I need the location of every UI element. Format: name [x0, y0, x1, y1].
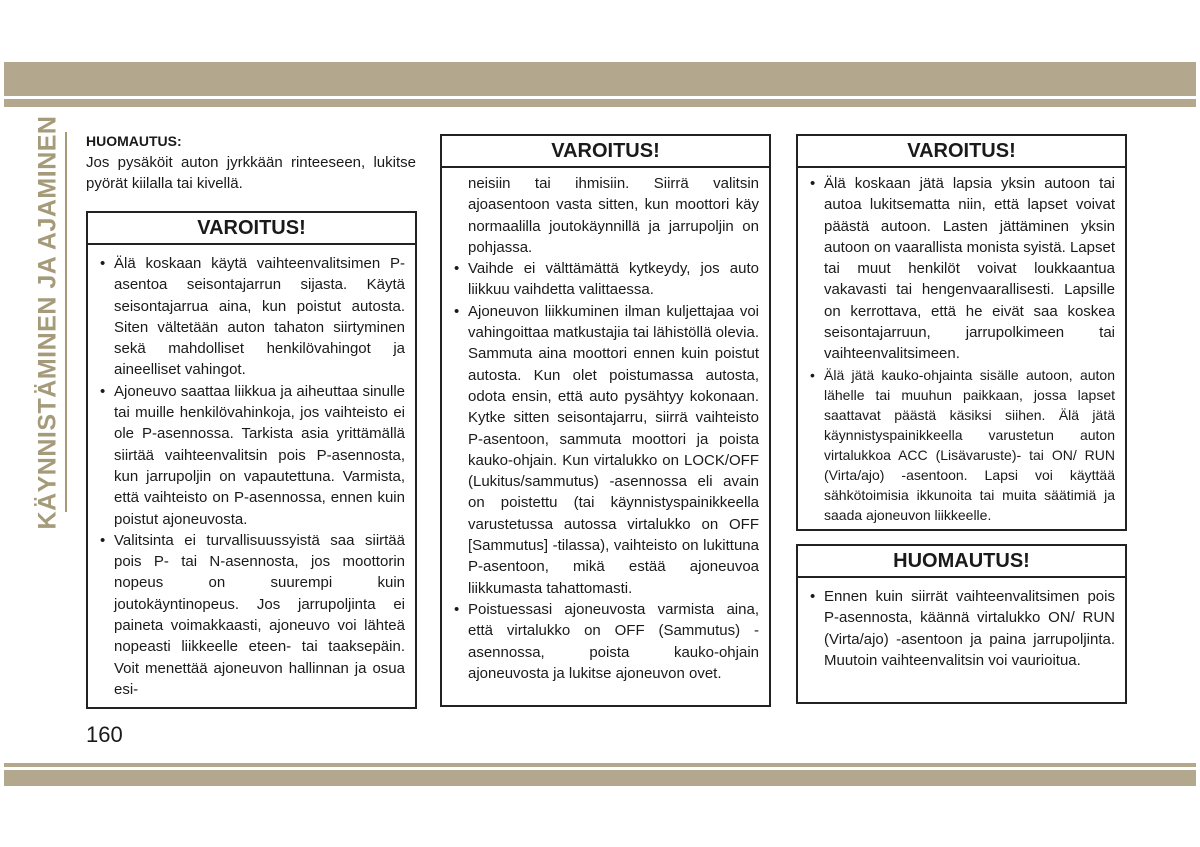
page-number: 160	[86, 722, 123, 747]
note-title: HUOMAUTUS:	[86, 133, 182, 149]
warning-box-2	[440, 134, 771, 707]
warning-box-3	[796, 134, 1127, 531]
warning-item: • Älä jätä kauko-ohjainta sisälle autoon, auton lähelle tai muuhun paikkaan, jossa lapset saattavat päästä käsiksi siihen. Älä jätä käynnistyspainikkeella varustetun auton virtalukkoa ACC (Lisävaruste)- tai ON/ RUN (Virta/ajo) -asentoon. Lapsi voi käyttää sähkötoimisia ikkunoita tai muita säätimiä ja saada ajoneuvon liikkeelle.	[808, 365, 1115, 525]
warning-item: • Ajoneuvon liikkuminen ilman kuljettajaa voi vahingoittaa matkustajia tai lähistöllä olevia. Sammuta aina moottori ennen kuin poistut autosta. Kun olet poistumassa autosta, odota ensin, että auto pysähtyy kokonaan. Kytke sitten seisontajarru, siirrä vaihteisto P-asentoon, sammuta moottori ja poista kauko-ohjain. Kun virtalukko on LOCK/OFF (Lukitus/sammutus) -asennossa eli avain on poistettu (tai käynnistyspainikkeella varustetussa autossa virtalukko on OFF [Sammutus] -tilassa), vaihteisto on lukittuna P-asentoon, mikä estää ajoneuvoa liikkumasta tahattomasti.	[452, 301, 759, 599]
header-band	[4, 62, 1196, 96]
warning-title: VAROITUS!	[442, 136, 769, 168]
warning-continuation: neisiin tai ihmisiin. Siirrä valitsin ajoasentoon vasta sitten, kun moottori käy normaalilla joutokäynnillä ja jarrupoljin on pohjassa.	[468, 175, 759, 256]
note-block	[86, 131, 416, 194]
warning-item: • Älä koskaan käytä vaihteenvalitsimen P-asentoa seisontajarrun sijasta. Käytä seisontajarrua aina, kun poistut autosta. Siten vältetään auton tahaton siirtyminen sekä mahdolliset henkilövahingot ja aineelliset vahingot.	[98, 253, 405, 381]
notice-title: HUOMAUTUS!	[798, 546, 1125, 578]
chapter-title-vertical	[32, 115, 64, 529]
warning-item: • Valitsinta ei turvallisuussyistä saa siirtää pois P- tai N-asennosta, jos moottorin nopeus on suurempi kuin joutokäyntinopeus. Jos jarrupoljinta ei paineta voimakkaasti, ajoneuvo voi lähteä nopeasti liikkeelle eteen- tai taaksepäin. Voit menettää ajoneuvon hallinnan ja osua esi-	[98, 530, 405, 700]
footer-band	[4, 770, 1196, 786]
notice-box	[796, 544, 1127, 704]
chapter-divider	[65, 132, 67, 512]
warning-item: • Poistuessasi ajoneuvosta varmista aina, että virtalukko on OFF (Sammutus) -asennossa, poista kauko-ohjain ajoneuvosta ja lukitse ajoneuvon ovet.	[452, 599, 759, 684]
warning-title: VAROITUS!	[798, 136, 1125, 168]
note-text: Jos pysäköit auton jyrkkään rinteeseen, lukitse pyörät kiilalla tai kivellä.	[86, 154, 416, 192]
warning-item: • Vaihde ei välttämättä kytkeydy, jos auto liikkuu vaihdetta valittaessa.	[452, 258, 759, 301]
footer-line	[4, 763, 1196, 767]
warning-item: • Älä koskaan jätä lapsia yksin autoon tai autoa lukitsematta niin, että lapset voivat päästä autoon. Lasten jättäminen yksin autoon on vaarallista monista syistä. Lapset tai muut henkilöt voivat loukkaantua vakavasti tai hengenvaarallisesti. Lapsille on kerrottava, että he eivät saa koskea seisontajarruun, jarrupolkimeen tai vaihteenvalitsimeen.	[808, 173, 1115, 365]
warning-item: • Ajoneuvo saattaa liikkua ja aiheuttaa sinulle tai muille henkilövahinkoja, jos vaihteisto ei ole P-asennossa. Tarkista asia yrittämällä siirtää vaihteenvalitsin pois P-asennosta, kun jarrupoljin on vapautettuna. Varmista, että vaihteisto on P-asennossa, ennen kuin poistut ajoneuvosta.	[98, 381, 405, 530]
chapter-title: KÄYNNISTÄMINEN JA AJAMINEN	[33, 115, 62, 529]
header-strip	[4, 99, 1196, 107]
warning-box-1	[86, 211, 417, 709]
notice-item: • Ennen kuin siirrät vaihteenvalitsimen pois P-asennosta, käännä virtalukko ON/ RUN (Virta/ajo) -asentoon ja paina jarrupoljinta. Muutoin vaihteenvalitsin voi vaurioitua.	[808, 586, 1115, 671]
warning-title: VAROITUS!	[88, 213, 415, 245]
